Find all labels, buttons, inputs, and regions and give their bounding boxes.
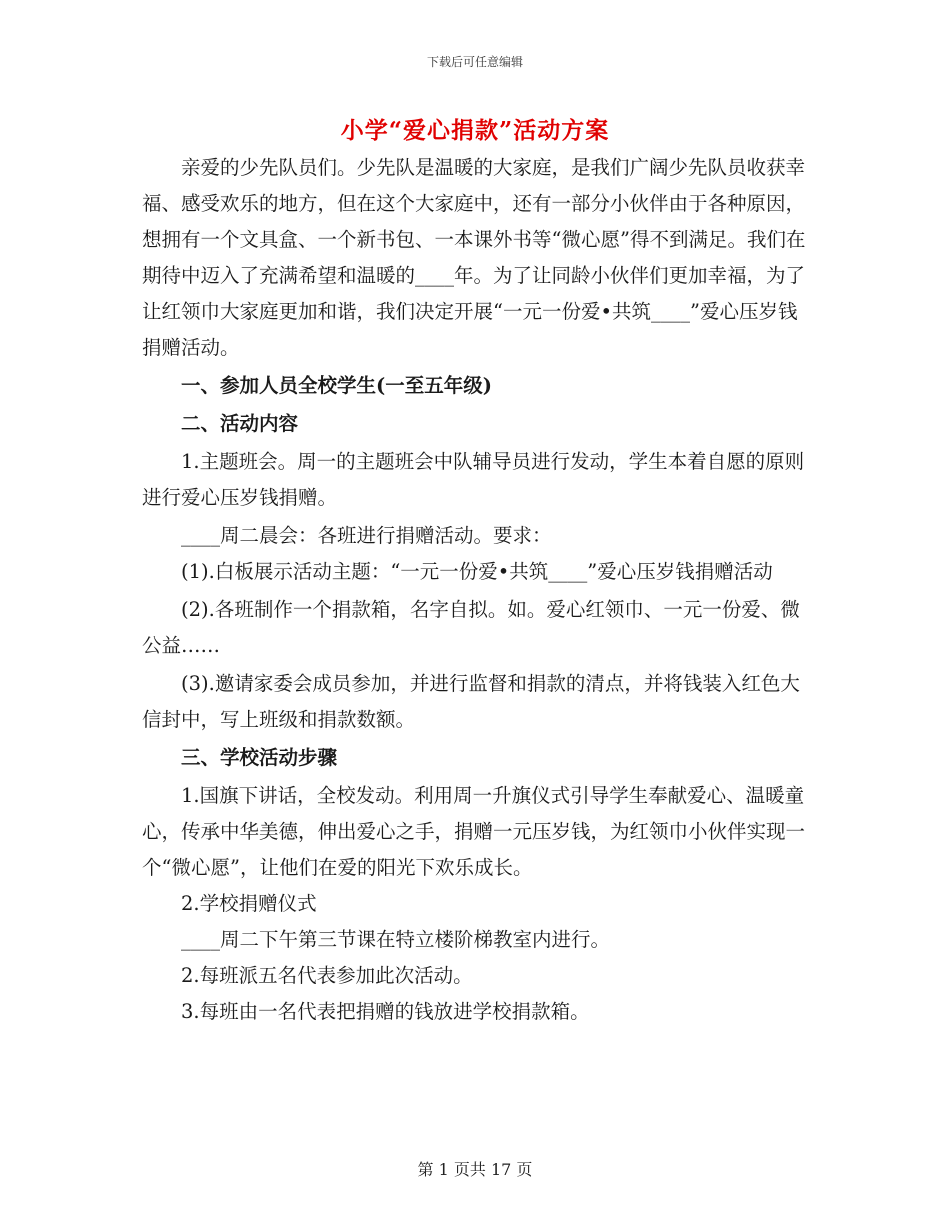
content-item-morning-meeting: ____周二晨会：各班进行捐赠活动。要求： [181,524,552,547]
document-title: 小学“爱心捐款”活动方案 [340,117,610,144]
content-item-whiteboard: (1).白板展示活动主题：“一元一份爱•共筑____”爱心压岁钱捐赠活动 [181,560,773,583]
header-note: 下载后可任意编辑 [426,55,523,69]
content-item-class-meeting: 1.主题班会。周一的主题班会中队辅导员进行发动，学生本着自愿的原则进行爱心压岁钱捐赠。 [142,450,805,509]
page-number: 第 1 页共 17 页 [417,1160,533,1179]
step-item-ceremony-time: ____周二下午第三节课在特立楼阶梯教室内进行。 [181,928,611,951]
document-body [142,150,812,1030]
section-heading-steps: 三、学校活动步骤 [181,746,338,769]
section-heading-participants: 一、参加人员全校学生(一至五年级) [181,374,492,397]
content-item-parent-committee: (3).邀请家委会成员参加，并进行监督和捐款的清点，并将钱装入红色大信封中，写上班级和捐款数额。 [142,672,800,731]
intro-paragraph: 亲爱的少先队员们。少先队是温暖的大家庭，是我们广阔少先队员收获幸福、感受欢乐的地方，但在这个大家庭中，还有一部分小伙伴由于各种原因，想拥有一个文具盒、一个新书包、一本课外书等“微心愿”得不到满足。我们在期待中迈入了充满希望和温暖的____年。为了让同龄小伙伴们更加幸福，为了让红领巾大家庭更加和谐，我们决定开展“一元一份爱•共筑____”爱心压岁钱捐赠活动。 [142,156,806,359]
step-item-ceremony: 2.学校捐赠仪式 [181,892,317,915]
step-item-flag-speech: 1.国旗下讲话，全校发动。利用周一升旗仪式引导学生奉献爱心、温暖童心，传承中华美德，伸出爱心之手，捐赠一元压岁钱，为红领巾小伙伴实现一个“微心愿”，让他们在爱的阳光下欢乐成长。 [142,784,806,879]
section-heading-content: 二、活动内容 [181,412,299,435]
step-item-representatives: 2.每班派五名代表参加此次活动。 [181,964,473,987]
step-item-deposit: 3.每班由一名代表把捐赠的钱放进学校捐款箱。 [181,1000,590,1023]
content-item-donation-box: (2).各班制作一个捐款箱，名字自拟。如。爱心红领巾、一元一份爱、微公益…… [142,598,800,657]
